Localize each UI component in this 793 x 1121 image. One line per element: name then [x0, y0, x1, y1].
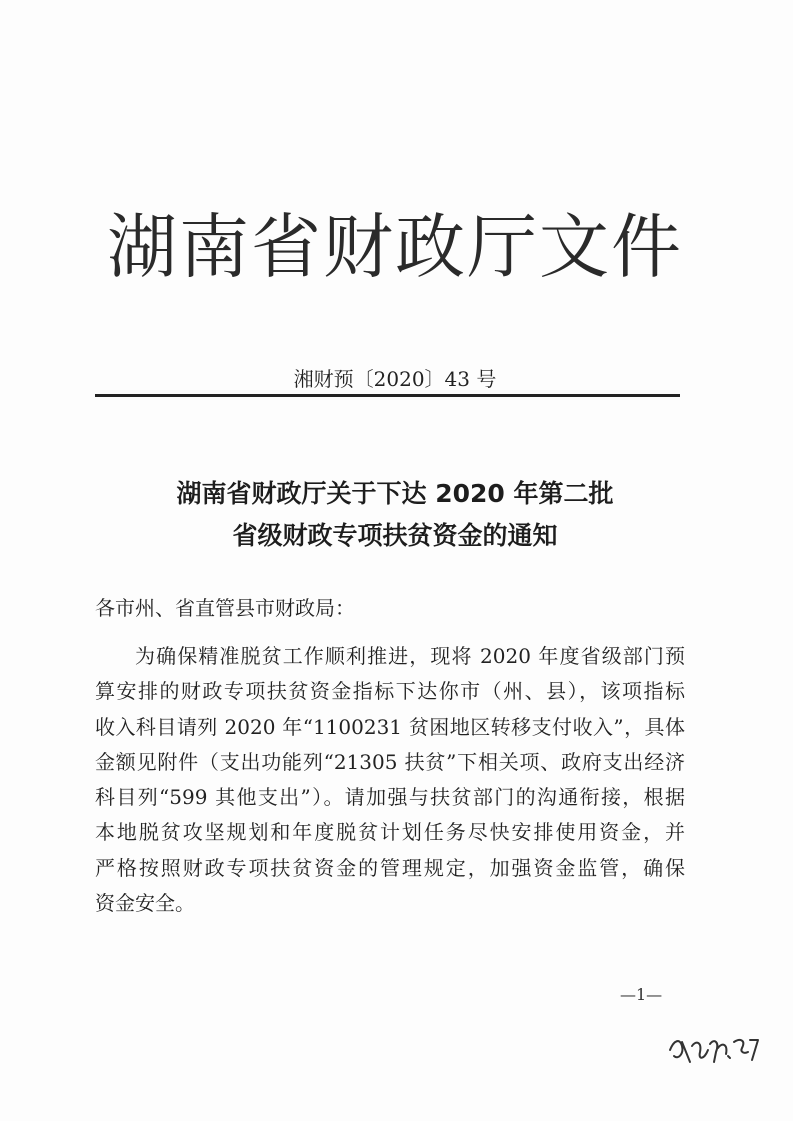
body-paragraph: [95, 639, 685, 921]
salutation: 各市州、省直管县市财政局：: [95, 596, 355, 620]
body-line: 资金安全。: [95, 891, 195, 916]
document-number: 湘财预〔2020〕43 号: [293, 367, 497, 391]
body-line: 本地脱贫攻坚规划和年度脱贫计划任务尽快安排使用资金，并: [95, 820, 685, 845]
notice-title-line: 省级财政专项扶贫资金的通知: [232, 521, 558, 550]
body-line: 收入科目请列 2020 年“1100231 贫困地区转移支付收入”，具体: [95, 714, 685, 739]
notice-title: [95, 473, 695, 557]
document-issuer-title: 湖南省财政厅文件: [107, 206, 683, 288]
body-line: 为确保精准脱贫工作顺利推进，现将 2020 年度省级部门预: [135, 644, 685, 668]
page-number: —1—: [620, 985, 663, 1004]
body-line: 科目列“599 其他支出”）。请加强与扶贫部门的沟通衔接，根据: [95, 785, 685, 810]
body-line: 金额见附件（支出功能列“21305 扶贫”下相关项、政府支出经济: [95, 749, 685, 774]
handwritten-signature: [660, 1022, 770, 1072]
notice-title-line: 湖南省财政厅关于下达 2020 年第二批: [176, 479, 614, 508]
body-line: 算安排的财政专项扶贫资金指标下达你市（州、县），该项指标: [95, 679, 685, 704]
header-divider-rule: [95, 394, 680, 397]
body-line: 严格按照财政专项扶贫资金的管理规定，加强资金监管，确保: [95, 855, 685, 880]
